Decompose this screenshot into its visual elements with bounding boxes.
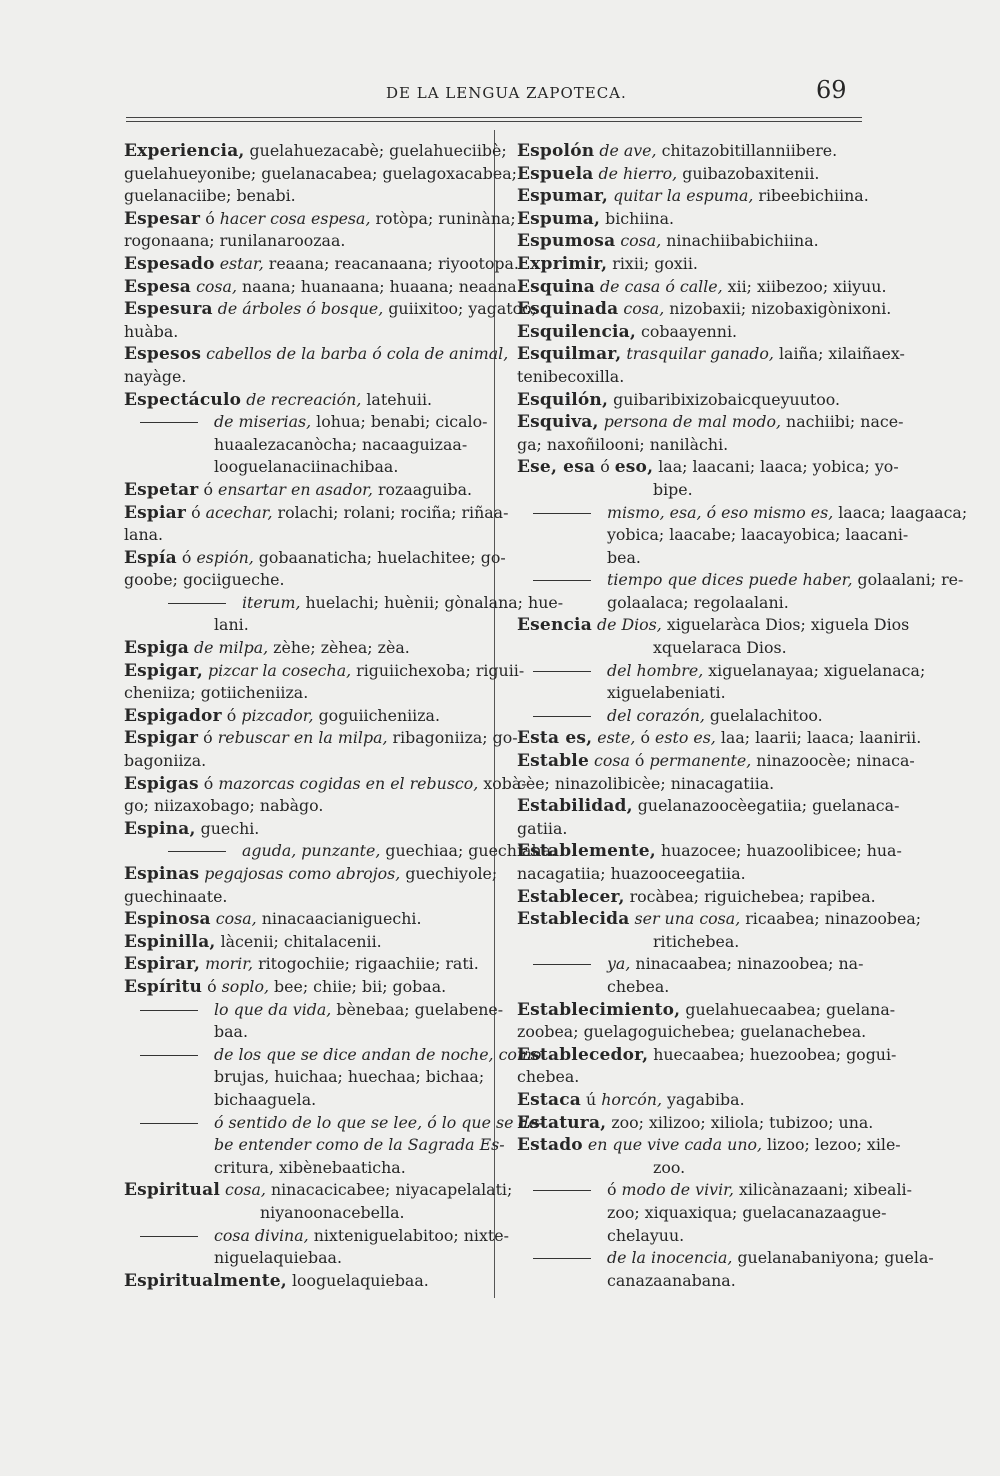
entry-text: bee; chiie; bii; gobaa. — [269, 976, 447, 996]
dictionary-entry — [517, 389, 862, 412]
dictionary-entry — [517, 795, 900, 840]
entry-text: golaalani; re- — [852, 570, 964, 590]
entry-continuation: tenibecoxilla. — [517, 366, 625, 386]
entry-text: ninacaacianiguechi. — [256, 909, 422, 929]
entry-text: làcenii; chitalacenii. — [215, 931, 382, 951]
entry-gloss: de milpa, — [194, 638, 269, 658]
entry-headword: Establemente, — [517, 841, 656, 862]
entry-headword: Espía — [124, 547, 177, 568]
entry-gloss: estar, — [219, 253, 264, 273]
entry-gloss: este, — [597, 728, 636, 748]
entry-text: guechiyole; — [400, 864, 498, 883]
dictionary-subentry — [517, 1247, 934, 1292]
entry-gloss: iterum, — [242, 592, 301, 612]
dictionary-entry — [124, 502, 509, 547]
entry-headword: Espesos — [124, 344, 202, 365]
entry-text: chitazobitillanniibere. — [656, 141, 838, 160]
entry-gloss: pizcar la cosecha, — [208, 660, 352, 680]
entry-headword: Espina, — [124, 818, 196, 839]
entry-continuation: critura, xibènebaaticha. — [214, 1157, 406, 1177]
entry-gloss: espión, — [196, 547, 254, 567]
entry-gloss: del corazón, — [607, 705, 705, 725]
dictionary-entry — [124, 705, 484, 728]
entry-headword: Espiritual — [124, 1180, 220, 1201]
entry-text: xobà- — [478, 773, 527, 793]
dictionary-entry — [517, 840, 902, 885]
dictionary-entry — [517, 276, 887, 299]
entry-headword: Establecer, — [517, 886, 625, 907]
entry-gloss: de hierro, — [598, 163, 678, 183]
entry-headword: Espesura — [124, 299, 213, 320]
entry-gloss: ó sentido de lo que se lee, ó lo que se de- — [214, 1112, 544, 1132]
entry-text: ó — [200, 208, 220, 228]
entry-text: ó — [595, 457, 615, 477]
entry-text: ó — [202, 976, 222, 996]
entry-continuation: ritichebea. — [653, 931, 740, 951]
dictionary-entry — [124, 1179, 513, 1224]
entry-gloss: cosa — [594, 751, 630, 771]
dictionary-entry — [124, 660, 525, 705]
entry-text: rocàbea; riguichebea; rapibea. — [624, 886, 876, 906]
dictionary-entry — [517, 614, 910, 659]
entry-continuation: nacagatiia; huazooceegatiia. — [517, 864, 746, 883]
entry-gloss: hacer cosa espesa, — [219, 208, 371, 228]
dictionary-entry — [517, 1089, 862, 1112]
entry-gloss: quitar la espuma, — [613, 186, 754, 206]
dictionary-entry — [517, 750, 915, 795]
entry-continuation: bipe. — [653, 479, 693, 499]
dictionary-entry — [517, 298, 892, 321]
entry-text: reaana; reacanaana; riyootopa. — [263, 253, 519, 273]
entry-text: yagabiba. — [661, 1089, 745, 1109]
entry-continuation: huàba. — [124, 321, 179, 341]
entry-gloss: rebuscar en la milpa, — [217, 728, 388, 748]
entry-text: zoo; xilizoo; xiliola; tubizoo; una. — [606, 1112, 874, 1132]
entry-gloss: pegajosas como abrojos, — [204, 864, 401, 883]
entry-headword: Espuela — [517, 163, 594, 184]
entry-continuation: brujas, huichaa; huechaa; bichaa; — [214, 1067, 485, 1087]
entry-text: ninacaabea; ninazoobea; na- — [630, 954, 864, 974]
entry-gloss: horcón, — [601, 1089, 662, 1109]
entry-text: gobaanaticha; huelachitee; go- — [253, 547, 506, 567]
dictionary-entry — [124, 953, 484, 976]
entry-gloss: de árboles ó bosque, — [217, 299, 384, 319]
entry-headword: Esquina — [517, 276, 596, 297]
entry-continuation: cèe; ninazolibicèe; ninacagatiia. — [517, 773, 775, 793]
dictionary-subentry — [517, 569, 964, 614]
entry-gloss: pizcador, — [241, 705, 314, 725]
entry-text: ó — [186, 502, 206, 522]
dictionary-entry — [124, 547, 506, 592]
entry-gloss: modo de vivir, — [621, 1180, 734, 1200]
entry-continuation: yobica; laacabe; laacayobica; laacani- — [607, 525, 909, 545]
entry-continuation: bea. — [607, 547, 641, 567]
entry-headword: Esta es, — [517, 728, 593, 749]
entry-text: guelahuecaabea; guelana- — [680, 999, 896, 1019]
entry-text: xii; xiibezoo; xiiyuu. — [722, 276, 887, 296]
entry-headword: Esencia — [517, 615, 592, 636]
entry-continuation: guelanaciibe; benabi. — [124, 186, 296, 206]
entry-text: riguiichexoba; riguii- — [351, 660, 525, 680]
entry-gloss: aguda, punzante, — [242, 841, 381, 861]
entry-text: ribagoniiza; go- — [387, 728, 518, 748]
dictionary-subentry — [124, 999, 504, 1044]
entry-headword: Espuma, — [517, 208, 601, 229]
entry-continuation: huaalezacanòcha; nacaaguizaa- — [214, 434, 468, 454]
header-rule-bottom — [126, 121, 862, 122]
dictionary-entry — [517, 163, 862, 186]
dictionary-entry — [517, 185, 869, 208]
entry-text: cobaayenni. — [636, 321, 738, 341]
entry-headword: Establecida — [517, 909, 630, 930]
entry-headword: Estatura, — [517, 1112, 607, 1133]
dictionary-entry — [517, 908, 922, 953]
entry-gloss: lo que da vida, — [214, 999, 332, 1019]
entry-text: nizobaxii; nizobaxigònixoni. — [664, 299, 892, 319]
entry-text: ribeebichiina. — [753, 186, 869, 206]
dictionary-entry — [517, 253, 862, 276]
dictionary-subentry — [517, 705, 862, 728]
dictionary-entry — [517, 140, 862, 163]
entry-headword: Estado — [517, 1135, 583, 1156]
dictionary-subentry — [124, 1044, 542, 1112]
entry-headword: Estable — [517, 751, 589, 772]
entry-text: nixteniguelabitoo; nixte- — [308, 1225, 509, 1245]
entry-headword: Ese, esa — [517, 457, 596, 478]
entry-headword: Espigas — [124, 773, 199, 794]
entry-text: huazocee; huazoolibicee; hua- — [655, 841, 902, 861]
entry-continuation: zoo. — [653, 1157, 686, 1177]
entry-gloss: ensartar en asador, — [218, 479, 373, 499]
dictionary-entry — [124, 727, 518, 772]
entry-text: laa; laarii; laaca; laanirii. — [715, 728, 922, 748]
dictionary-subentry — [124, 1225, 509, 1270]
dictionary-entry — [517, 727, 922, 750]
entry-text: rotòpa; runinàna; — [370, 208, 516, 228]
entry-continuation: gatiia. — [517, 818, 568, 838]
ditto-dash — [533, 964, 591, 965]
entry-continuation: lani. — [214, 615, 249, 635]
entry-headword: Espigar, — [124, 660, 204, 681]
entry-text: xiguelanayaa; xiguelanaca; — [703, 660, 926, 680]
dictionary-entry — [124, 479, 484, 502]
entry-text: ninacacicabee; niyacapelalati; — [265, 1180, 513, 1200]
entry-headword: Estaca — [517, 1089, 581, 1110]
entry-text: naana; huanaana; huaana; neaana. — [236, 276, 522, 296]
entry-headword: Exprimir, — [517, 253, 608, 274]
entry-headword: Espiga — [124, 638, 189, 659]
dictionary-entry — [124, 976, 484, 999]
dictionary-entry — [124, 637, 484, 660]
dictionary-entry — [517, 321, 862, 344]
entry-text: ritogochiie; rigaachiie; rati. — [253, 954, 479, 974]
entry-text: huecaabea; huezoobea; gogui- — [648, 1044, 897, 1064]
entry-continuation: goobe; gociigueche. — [124, 570, 285, 590]
entry-gloss: de miserias, — [214, 412, 312, 432]
entry-gloss: mazorcas cogidas en el rebusco, — [218, 773, 479, 793]
dictionary-entry — [124, 818, 484, 841]
dictionary-subentry — [124, 1112, 544, 1180]
ditto-dash — [533, 580, 591, 581]
entry-headword: Espolón — [517, 141, 595, 161]
entry-gloss: mismo, esa, ó eso mismo es, — [607, 502, 834, 522]
entry-text: ninachiibabichiina. — [661, 231, 819, 251]
dictionary-subentry — [517, 953, 862, 998]
entry-text: ó — [629, 751, 650, 771]
entry-headword: Experiencia, — [124, 141, 245, 161]
entry-continuation: chebea. — [517, 1067, 580, 1087]
entry-text: lohua; benabi; cicalo- — [311, 412, 488, 432]
entry-gloss: persona de mal modo, — [603, 412, 782, 432]
entry-gloss: en que vive cada uno, — [587, 1135, 763, 1155]
entry-headword: Espíritu — [124, 976, 203, 997]
dictionary-subentry — [124, 411, 488, 479]
entry-gloss: permanente, — [649, 751, 752, 771]
entry-gloss: ser una cosa, — [634, 909, 741, 929]
entry-gloss: de ave, — [599, 141, 657, 160]
entry-continuation: niyanoonacebella. — [260, 1202, 405, 1222]
entry-continuation: ga; naxoñilooni; nanilàchi. — [517, 434, 729, 454]
entry-text: guibaribixizobaicqueyuutoo. — [608, 389, 841, 409]
ditto-dash — [140, 1123, 198, 1124]
ditto-dash — [168, 603, 226, 604]
entry-gloss: ya, — [607, 954, 631, 974]
entry-continuation: chebea. — [607, 976, 670, 996]
entry-continuation: chelayuu. — [607, 1225, 685, 1245]
entry-gloss: cabellos de la barba ó cola de animal, — [206, 344, 509, 364]
entry-text: ó — [607, 1180, 622, 1200]
ditto-dash — [533, 1190, 591, 1191]
header-rule-top — [126, 117, 862, 118]
entry-text: goguiicheniiza. — [313, 705, 440, 725]
entry-text: laa; laacani; laaca; yobica; yo- — [653, 457, 899, 477]
entry-headword: Espinas — [124, 864, 200, 884]
entry-continuation: canazaanabana. — [607, 1270, 736, 1290]
entry-headword: Estabilidad, — [517, 796, 633, 817]
entry-text: ú — [580, 1089, 602, 1109]
entry-text: ó — [635, 728, 656, 748]
entry-gloss: de la inocencia, — [607, 1248, 733, 1268]
entry-headword: Esquilmar, — [517, 344, 622, 365]
entry-text: xilicànazaani; xibeali- — [733, 1180, 912, 1200]
dictionary-entry — [124, 931, 484, 954]
entry-text: guelanabaniyona; guela- — [732, 1248, 934, 1268]
dictionary-entry — [517, 886, 876, 909]
entry-text: guelalachitoo. — [704, 705, 823, 725]
entry-text: bènebaa; guelabene- — [331, 999, 504, 1019]
entry-continuation: guelahueyonibe; guelanacabea; guelagoxacabea; — [124, 163, 517, 183]
entry-headword: Esquilón, — [517, 389, 609, 410]
right-column — [517, 140, 968, 1292]
entry-continuation: cheniiza; gotiicheniiza. — [124, 683, 309, 703]
entry-text: rixii; goxii. — [607, 253, 698, 273]
entry-gloss: del hombre, — [607, 660, 704, 680]
dictionary-entry — [517, 1112, 874, 1135]
entry-text: ó — [198, 773, 219, 793]
entry-gloss: cosa, — [215, 909, 257, 929]
ditto-dash — [533, 716, 591, 717]
entry-headword: Espectáculo — [124, 389, 242, 410]
entry-text: lizoo; lezoo; xile- — [762, 1135, 901, 1155]
entry-headword: eso, — [614, 457, 654, 478]
entry-headword: Espigar — [124, 728, 199, 749]
dictionary-entry — [124, 253, 519, 276]
entry-text: xiguelaràca Dios; xiguela Dios — [661, 615, 910, 635]
entry-headword: Espiar — [124, 502, 187, 523]
entry-headword: Establecimiento, — [517, 999, 681, 1020]
ditto-dash — [533, 1258, 591, 1259]
entry-text: ricaabea; ninazoobea; — [740, 909, 922, 929]
entry-text: laiña; xilaiñaex- — [773, 344, 905, 364]
dictionary-entry — [124, 343, 509, 388]
entry-gloss: cosa, — [225, 1180, 266, 1200]
dictionary-entry — [124, 1270, 484, 1293]
entry-headword: Espesado — [124, 253, 215, 274]
entry-headword: Espinosa — [124, 909, 211, 930]
dictionary-entry — [124, 863, 498, 908]
ditto-dash — [140, 1236, 198, 1237]
page-number: 69 — [816, 76, 847, 104]
entry-continuation: zoo; xiquaxiqua; guelacanazaague- — [607, 1202, 887, 1222]
dictionary-entry — [517, 411, 904, 456]
entry-continuation: xquelaraca Dios. — [653, 638, 787, 658]
entry-continuation: baa. — [214, 1022, 248, 1042]
entry-continuation: nayàge. — [124, 366, 187, 386]
entry-text: nachiibi; nace- — [781, 412, 904, 432]
entry-gloss: de casa ó calle, — [600, 276, 723, 296]
entry-gloss: tiempo que dices puede haber, — [607, 570, 853, 590]
entry-headword: Espesa — [124, 276, 192, 297]
entry-text: guechiaa; guechiaha. — [380, 841, 557, 861]
entry-text: ó — [221, 705, 242, 725]
entry-gloss: morir, — [205, 954, 254, 974]
entry-headword: Espetar — [124, 479, 199, 500]
entry-continuation: go; niizaxobago; nabàgo. — [124, 796, 324, 816]
ditto-dash — [533, 671, 591, 672]
entry-text: huelachi; huènii; gònalana; hue- — [300, 592, 564, 612]
dictionary-entry — [517, 230, 862, 253]
entry-continuation: bagoniiza. — [124, 751, 207, 771]
entry-text: ó — [198, 479, 219, 499]
entry-text: guelanazoocèegatiia; guelanaca- — [632, 796, 900, 816]
entry-gloss: trasquilar ganado, — [626, 344, 774, 364]
entry-headword: Espumar, — [517, 186, 609, 207]
entry-continuation: guechinaate. — [124, 886, 228, 906]
dictionary-entry — [517, 1044, 897, 1089]
dictionary-entry — [517, 456, 899, 501]
entry-continuation: lana. — [124, 525, 164, 545]
entry-gloss: cosa divina, — [214, 1225, 309, 1245]
dictionary-entry — [124, 140, 517, 208]
entry-continuation: bichaaguela. — [214, 1089, 317, 1109]
entry-text: laaca; laagaaca; — [833, 502, 968, 522]
entry-headword: Espumosa — [517, 231, 616, 252]
entry-headword: Esquinada — [517, 299, 619, 320]
entry-continuation: xiguelabeniati. — [607, 683, 726, 703]
dictionary-subentry — [517, 502, 968, 570]
entry-text: zèhe; zèhea; zèa. — [268, 638, 410, 658]
entry-headword: Espiritualmente, — [124, 1270, 287, 1291]
entry-continuation: niguelaquiebaa. — [214, 1248, 342, 1268]
entry-gloss: cosa, — [620, 231, 662, 251]
entry-text: latehuii. — [361, 389, 433, 409]
entry-text: guelahuezacabè; guelahueciibè; — [244, 141, 507, 160]
entry-gloss: esto es, — [655, 728, 716, 748]
dictionary-entry — [124, 908, 484, 931]
entry-text: guibazobaxitenii. — [677, 163, 820, 183]
entry-text: ó — [198, 728, 218, 748]
dictionary-subentry — [517, 660, 926, 705]
entry-headword: Establecedor, — [517, 1044, 649, 1065]
running-head: DE LA LENGUA ZAPOTECA. — [386, 84, 627, 102]
entry-continuation: zoobea; guelagoguichebea; guelanachebea. — [517, 1022, 867, 1042]
ditto-dash — [140, 1010, 198, 1011]
entry-headword: Espirar, — [124, 954, 201, 975]
entry-text: ninazoocèe; ninaca- — [751, 751, 915, 771]
dictionary-entry — [124, 276, 522, 299]
entry-gloss: de recreación, — [246, 389, 362, 409]
entry-text: looguelaquiebaa. — [286, 1270, 429, 1290]
dictionary-entry — [124, 298, 537, 343]
entry-headword: Espesar — [124, 208, 201, 229]
entry-gloss: cosa, — [196, 276, 237, 296]
entry-continuation: golaalaca; regolaalani. — [607, 592, 789, 612]
entry-gloss: acechar, — [205, 502, 273, 522]
entry-gloss: soplo, — [221, 976, 269, 996]
dictionary-entry — [517, 1134, 901, 1179]
dictionary-entry — [124, 773, 527, 818]
entry-headword: Esquilencia, — [517, 321, 637, 342]
dictionary-subentry — [124, 840, 557, 863]
entry-gloss: cosa, — [623, 299, 665, 319]
dictionary-entry — [517, 999, 896, 1044]
entry-continuation: be entender como de la Sagrada Es- — [214, 1135, 505, 1155]
dictionary-entry — [517, 343, 905, 388]
entry-text: guiixitoo; yagatoo; — [383, 299, 537, 319]
entry-gloss: de Dios, — [596, 615, 662, 635]
entry-text: ó — [176, 547, 197, 567]
dictionary-entry — [124, 389, 484, 412]
entry-text: rozaaguiba. — [372, 479, 473, 499]
entry-text: bichiina. — [600, 208, 675, 228]
ditto-dash — [140, 422, 198, 423]
dictionary-entry — [124, 208, 516, 253]
ditto-dash — [533, 513, 591, 514]
ditto-dash — [168, 851, 226, 852]
entry-gloss: de los que se dice andan de noche, como — [214, 1044, 542, 1064]
entry-text: rolachi; rolani; rociña; riñaa- — [272, 502, 509, 522]
dictionary-entry — [517, 208, 862, 231]
entry-continuation: rogonaana; runilanaroozaa. — [124, 231, 346, 251]
ditto-dash — [140, 1055, 198, 1056]
entry-continuation: looguelanaciinachibaa. — [214, 457, 399, 477]
entry-text: guechi. — [195, 818, 260, 838]
entry-headword: Esquiva, — [517, 412, 599, 433]
dictionary-subentry — [517, 1179, 912, 1247]
entry-headword: Espinilla, — [124, 931, 216, 952]
entry-headword: Espigador — [124, 705, 222, 726]
